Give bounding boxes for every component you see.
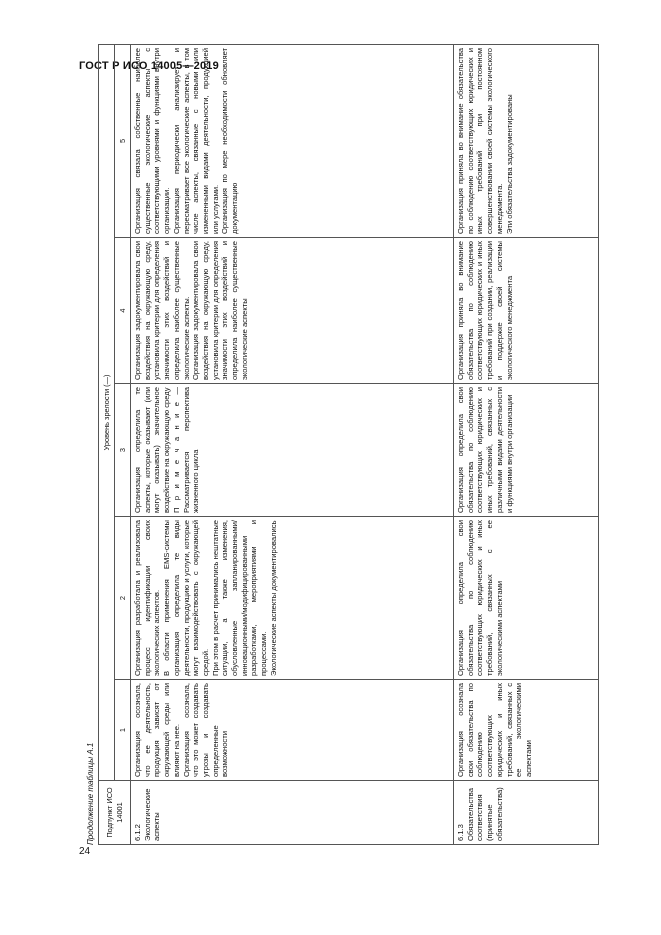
header-level-5: 5 xyxy=(115,44,131,237)
table-cell: Организация приняла во внимание обязательства по соблюдению соответствующих юридических и иных требований при постоянном совершенствовании своей системы экологического менеджмента. Эти обязательства задокументированы xyxy=(454,44,599,237)
document-header: ГОСТ Р ИСО 14005—2019 xyxy=(79,60,219,72)
table-cell: Организация связала собственные наиболее существенные экологические аспекты с соответствующими уровнями и функциями внутри организации. Организация периодически анализирует и пересматривает все экологические аспекты, в том числе аспекты, связанные с новыми или измененными видами деятельности, продукцией или услугами. Организация по мере необходимости обновляет документацию xyxy=(131,44,454,237)
header-level-4: 4 xyxy=(115,238,131,384)
page-number: 24 xyxy=(79,846,91,857)
table-cell: Организация осознала, что ее деятельность, продукция зависят от окружающей среды или влияют на нее. Организация осознала, что это может создавать угрозы и создавать определенные возможности xyxy=(131,680,454,781)
table-header-row xyxy=(99,44,115,844)
table-cell: Организация осознала свои обязательства по соблюдению соответствующих юридических и иных требований, связанных с ее экологическими аспектами xyxy=(454,680,599,781)
header-levels-group: Уровень зрелости (—) xyxy=(99,44,115,780)
table-row xyxy=(454,44,599,844)
row-subclause: 6.1.2 Экологические аспекты xyxy=(131,781,454,845)
table-cell: Организация определила те аспекты, которые оказывают (или могут оказывать) значительное воздействие на окружающую среду П р и м е ч а н и е — Рассматривается перспектива жизненного цикла xyxy=(131,384,454,517)
table-row xyxy=(131,44,454,844)
table-caption: Продолжение таблицы А.1 xyxy=(86,742,95,845)
row-subclause: 6.1.3 Обязательства соответствия (принятые обязательства) xyxy=(454,781,599,845)
header-subclause: Подпункт ИСО 14001 xyxy=(99,781,131,845)
table-header-levels-row xyxy=(115,44,131,844)
maturity-table xyxy=(98,44,599,845)
table-cell: Организация задокументировала свои воздействия на окружающую среду, установила критерии для определения значимости этих воздействий и определила наиболее существенные экологические аспекты. Организация задокументировала свои воздействия на окружающую среду, установила критерии для определения значимости этих воздействий и определила наиболее существенные экологические аспекты xyxy=(131,238,454,384)
table-cell: Организация определила свои обязательства по соблюдению соответствующих юридических и иных требований, связанных с ее экологическими аспектами xyxy=(454,517,599,680)
header-level-1: 1 xyxy=(115,680,131,781)
table-cell: Организация разработала и реализовала процесс идентификации своих экологических аспектов. В области применения EMS-системы организация определила те виды деятельности, продукцию и услуги, которые могут взаимодействовать с окружающей средой. При этом в расчет принимались нештатные ситуации, а также изменения, обусловленные запланированными/инновационными/модифицированными разработками, мероприятиями и процессами. Экологические аспекты документировались xyxy=(131,517,454,680)
header-level-3: 3 xyxy=(115,384,131,517)
table-cell: Организация приняла во внимание обязательства по соблюдению соответствующих юридических и иных требований при создании, реализации и поддержке своей системы экологического менеджмента xyxy=(454,238,599,384)
header-level-2: 2 xyxy=(115,517,131,680)
rotated-table-area xyxy=(84,45,590,845)
table-cell: Организация определила свои обязательства по соблюдению соответствующих юридических и иных требований, связанных с различными видами деятельности и функциями внутри организации xyxy=(454,384,599,517)
